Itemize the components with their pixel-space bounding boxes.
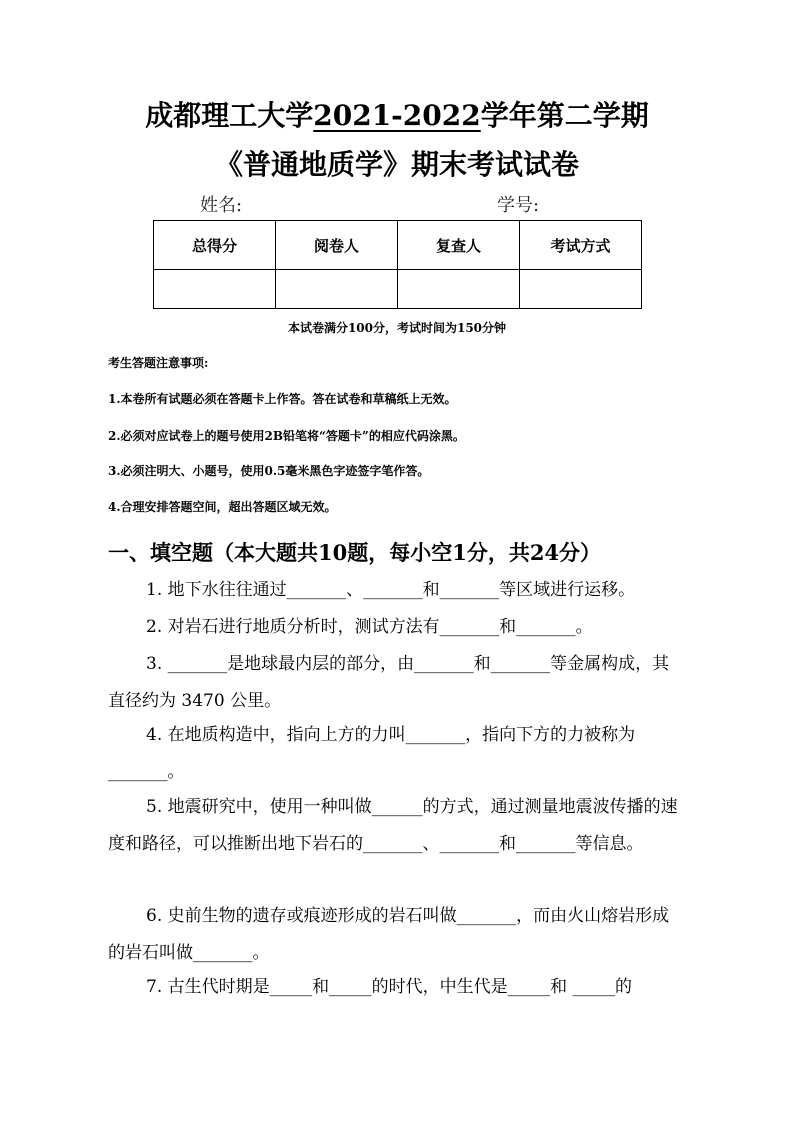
note-item: 3.必须注明大、小题号，使用0.5毫米黑色字迹签字笔作答。	[108, 464, 430, 478]
name-label: 姓名:	[200, 195, 243, 216]
score-header-exam-mode: 考试方式	[520, 221, 642, 270]
question-item	[108, 898, 686, 972]
score-header-reviewer: 复查人	[398, 221, 520, 270]
score-cell-reviewer[interactable]	[398, 270, 520, 309]
note-item: 1.本卷所有试题必须在答题卡上作答。答在试卷和草稿纸上无效。	[108, 392, 457, 406]
title-prefix: 成都理工大学	[145, 99, 314, 132]
question-item	[108, 646, 686, 720]
page-subtitle: 《普通地质学》期末考试试卷	[214, 148, 579, 181]
student-id-label: 学号:	[497, 195, 540, 216]
title-suffix: 学年第二学期	[480, 99, 649, 132]
section-title: 一、填空题（本大题共10题，每小空1分，共24分）	[108, 540, 602, 565]
question-text: 3. _______是地球最内层的部分，由_______和_______等金属构成，其直径约为 3470 公里。	[108, 654, 670, 711]
question-text: 5. 地震研究中，使用一种叫做______的方式，通过测量地震波传播的速度和路径，可以推断出地下岩石的_______、_______和_______等信息。	[108, 797, 678, 854]
question-item	[108, 789, 686, 863]
question-text: 2. 对岩石进行地质分析时，测试方法有_______和_______。	[146, 617, 593, 637]
score-table	[153, 220, 642, 309]
exam-info: 本试卷满分100分，考试时间为150分钟	[287, 321, 507, 335]
note-item: 2.必须对应试卷上的题号使用2B铅笔将“答题卡”的相应代码涂黑。	[108, 429, 465, 443]
score-cell-total[interactable]	[154, 270, 276, 309]
title-year: 2021-2022	[313, 99, 481, 132]
question-text: 7. 古生代时期是_____和_____的时代，中生代是_____和 _____的	[146, 977, 633, 997]
question-item	[108, 609, 686, 646]
question-item	[108, 969, 686, 1006]
page-title	[0, 94, 794, 134]
question-text: 6. 史前生物的遗存或痕迹形成的岩石叫做_______，而由火山熔岩形成的岩石叫做_______。	[108, 906, 670, 963]
score-cell-grader[interactable]	[276, 270, 398, 309]
notes-title: 考生答题注意事项:	[108, 356, 209, 370]
score-cell-exam-mode[interactable]	[520, 270, 642, 309]
question-item	[108, 717, 686, 791]
score-header-total: 总得分	[154, 221, 276, 270]
note-item: 4.合理安排答题空间，超出答题区域无效。	[108, 500, 337, 514]
score-header-grader: 阅卷人	[276, 221, 398, 270]
question-text: 1. 地下水往往通过_______、_______和_______等区域进行运移。	[146, 580, 636, 600]
question-text: 4. 在地质构造中，指向上方的力叫_______，指向下方的力被称为_______。	[108, 725, 636, 782]
question-item	[108, 572, 686, 609]
